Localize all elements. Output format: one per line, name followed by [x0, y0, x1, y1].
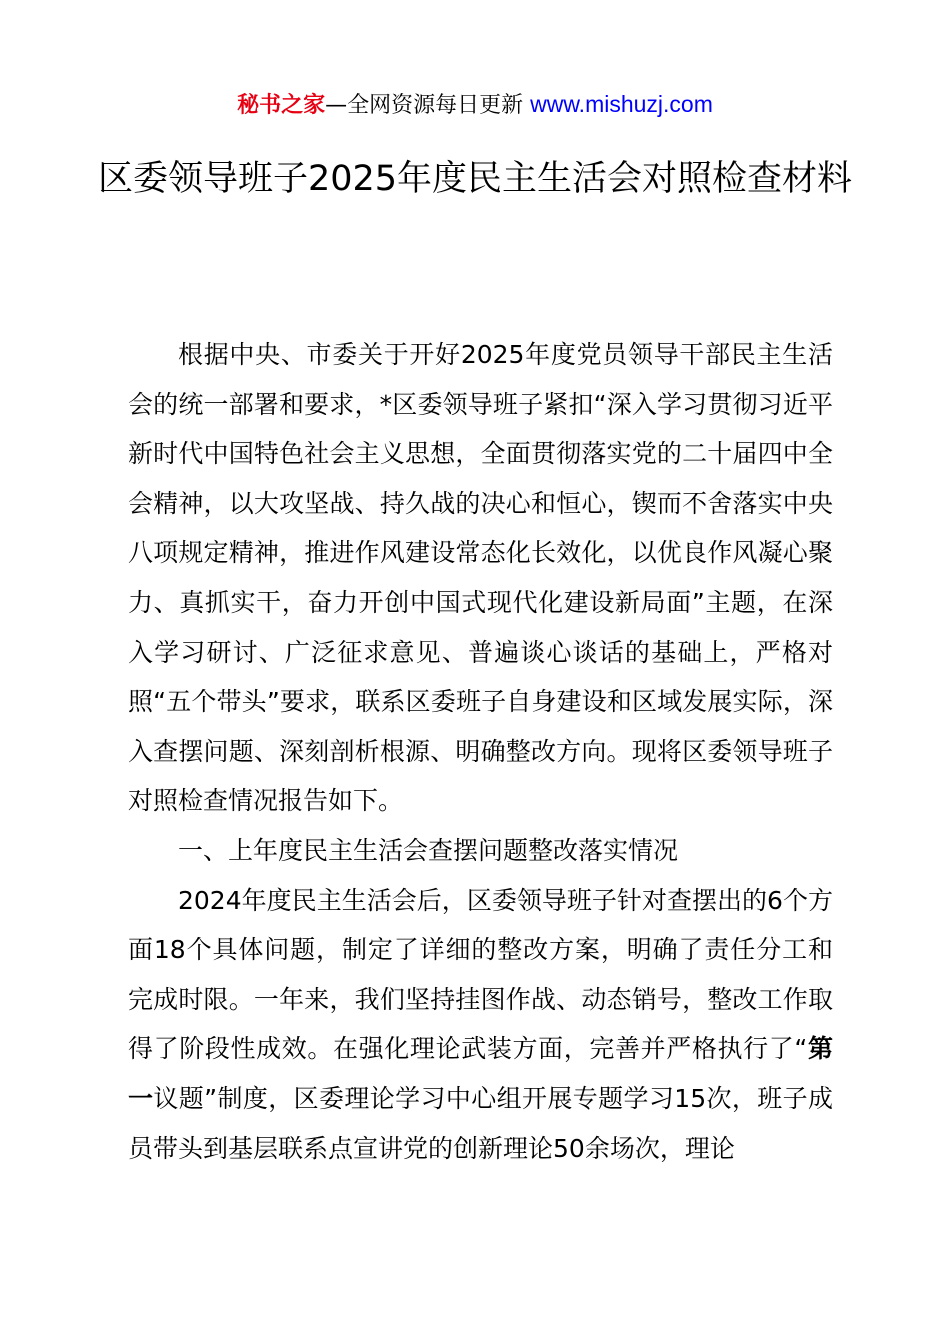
- paragraph-bold-text: 第一: [128, 1034, 833, 1113]
- paragraph-text: 议题”制度，区委理论学习中心组开展专题学习15次，班子成员带头到基层联系点宣讲党的创新理论50余场次，理论: [128, 1083, 833, 1163]
- document-title: 区委领导班子2025年度民主生活会对照检查材料: [97, 159, 853, 199]
- paragraph-text: 2024年度民主生活会后，区委领导班子针对查摆出的6个方面18个具体问题，制定了详细的整改方案，明确了责任分工和完成时限。一年来，我们坚持挂图作战、动态销号，整改工作取得了阶段性成效。在强化理论武装方面，完善并严格执行了“: [128, 885, 833, 1064]
- header-tagline: —全网资源每日更新: [325, 93, 524, 118]
- paragraph-intro: 根据中央、市委关于开好2025年度党员领导干部民主生活会的统一部署和要求，*区委领导班子紧扣“深入学习贯彻习近平新时代中国特色社会主义思想，全面贯彻落实党的二十届四中全会精神，以大攻坚战、持久战的决心和恒心，锲而不舍落实中央八项规定精神，推进作风建设常态化长效化，以优良作风凝心聚力、真抓实干，奋力开创中国式现代化建设新局面”主题，在深入学习研讨、广泛征求意见、普遍谈心谈话的基础上，严格对照“五个带头”要求，联系区委班子自身建设和区域发展实际，深入查摆问题、深刻剖析根源、明确整改方向。现将区委领导班子对照检查情况报告如下。: [128, 340, 833, 816]
- section-heading: 一、上年度民主生活会查摆问题整改落实情况: [178, 835, 679, 865]
- document-body: [128, 330, 833, 1173]
- paragraph-rectification: [128, 876, 833, 1174]
- site-header: [0, 88, 950, 122]
- brand-name: 秘书之家: [237, 93, 326, 118]
- site-url-link[interactable]: www.mishuzj.com: [530, 91, 713, 117]
